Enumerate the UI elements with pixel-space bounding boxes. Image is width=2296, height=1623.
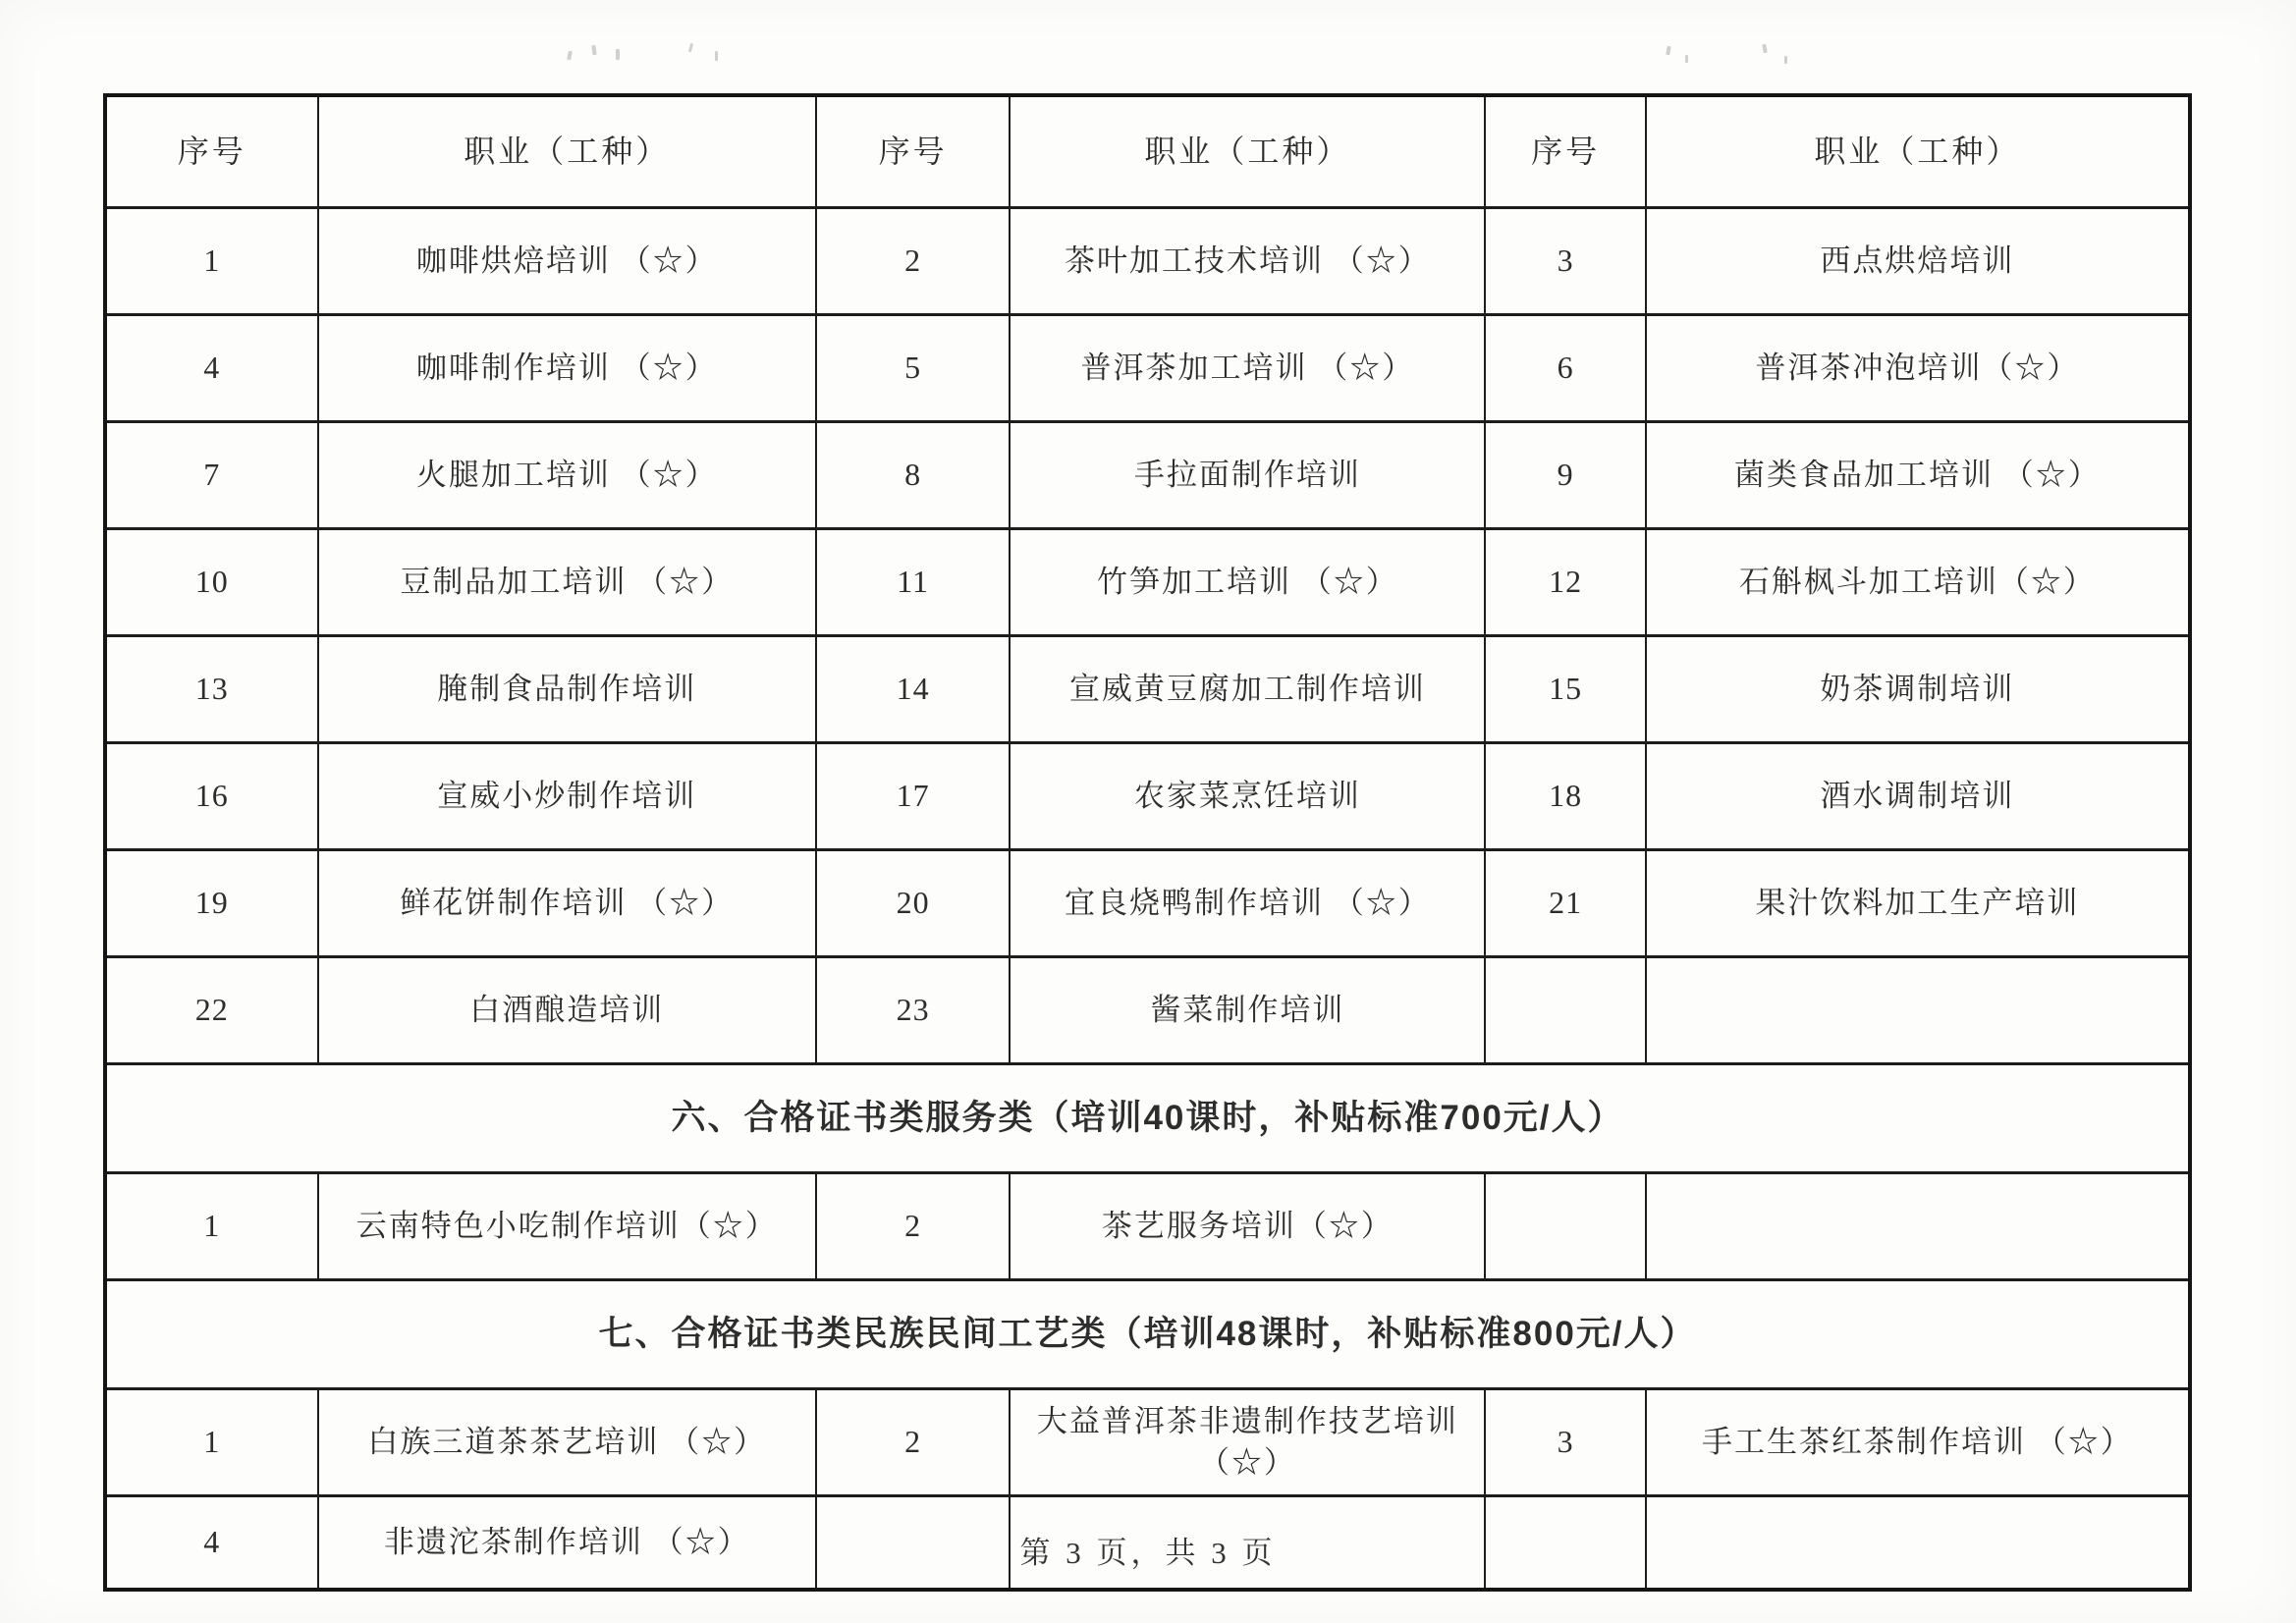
scan-artifact: [616, 49, 620, 60]
table-row: [105, 850, 2190, 957]
seq-cell: 2: [816, 1389, 1010, 1496]
scan-artifact: [715, 51, 718, 61]
occupation-cell: 豆制品加工培训 （☆）: [318, 529, 816, 636]
occupation-cell: [1646, 957, 2190, 1064]
occupation-cell: 酒水调制培训: [1646, 743, 2190, 850]
column-header-seq: 序号: [1485, 95, 1645, 208]
seq-cell: 1: [105, 1389, 318, 1496]
table-row: [105, 208, 2190, 315]
seq-cell: 3: [1485, 208, 1645, 315]
occupation-cell: 白酒酿造培训: [318, 957, 816, 1064]
seq-cell: 16: [105, 743, 318, 850]
seq-cell: 22: [105, 957, 318, 1064]
occupation-cell: 西点烘焙培训: [1646, 208, 2190, 315]
occupation-cell: 白族三道茶茶艺培训 （☆）: [318, 1389, 816, 1496]
seq-cell: 1: [105, 1173, 318, 1280]
seq-cell: 18: [1485, 743, 1645, 850]
occupation-cell: 普洱茶冲泡培训（☆）: [1646, 315, 2190, 422]
seq-cell: 2: [816, 1173, 1010, 1280]
occupation-cell: 宣威小炒制作培训: [318, 743, 816, 850]
page-number-footer: 第 3 页，共 3 页: [1019, 1536, 1277, 1570]
occupation-cell: 宜良烧鸭制作培训 （☆）: [1010, 850, 1485, 957]
seq-cell: 23: [816, 957, 1010, 1064]
table-row: [105, 957, 2190, 1064]
column-header-seq: 序号: [816, 95, 1010, 208]
occupation-cell: 非遗沱茶制作培训 （☆）: [318, 1496, 816, 1591]
scan-artifact: [1666, 46, 1671, 56]
occupation-cell: 石斛枫斗加工培训（☆）: [1646, 529, 2190, 636]
seq-cell: 13: [105, 636, 318, 743]
occupation-cell: [1646, 1173, 2190, 1280]
table-row: [105, 743, 2190, 850]
occupation-cell: 酱菜制作培训: [1010, 957, 1485, 1064]
occupation-cell: 果汁饮料加工生产培训: [1646, 850, 2190, 957]
seq-cell: [1485, 1173, 1645, 1280]
seq-cell: 19: [105, 850, 318, 957]
occupation-cell: 宣威黄豆腐加工制作培训: [1010, 636, 1485, 743]
table-row: [105, 422, 2190, 529]
section-title: 六、合格证书类服务类（培训40课时，补贴标准700元/人）: [105, 1064, 2190, 1173]
scan-artifact: [567, 51, 573, 61]
seq-cell: 1: [105, 208, 318, 315]
scan-artifact: [1784, 56, 1787, 64]
seq-cell: 11: [816, 529, 1010, 636]
section-header-row: [105, 1280, 2190, 1389]
occupation-cell: 奶茶调制培训: [1646, 636, 2190, 743]
occupation-cell: 咖啡烘焙培训 （☆）: [318, 208, 816, 315]
seq-cell: 6: [1485, 315, 1645, 422]
scan-artifact: [591, 45, 596, 55]
seq-cell: 8: [816, 422, 1010, 529]
table-row: [105, 1389, 2190, 1496]
scan-artifact: [1685, 55, 1688, 63]
occupation-cell: 火腿加工培训 （☆）: [318, 422, 816, 529]
seq-cell: 21: [1485, 850, 1645, 957]
occupation-cell: 茶艺服务培训（☆）: [1010, 1173, 1485, 1280]
seq-cell: 9: [1485, 422, 1645, 529]
seq-cell: 7: [105, 422, 318, 529]
seq-cell: [1485, 957, 1645, 1064]
section-header-row: [105, 1064, 2190, 1173]
training-programs-table: [103, 93, 2192, 1592]
occupation-cell: 云南特色小吃制作培训（☆）: [318, 1173, 816, 1280]
scan-artifact: [1762, 44, 1768, 54]
scan-artifact: [688, 43, 693, 52]
table-row: [105, 529, 2190, 636]
seq-cell: 3: [1485, 1389, 1645, 1496]
seq-cell: 14: [816, 636, 1010, 743]
occupation-cell: 农家菜烹饪培训: [1010, 743, 1485, 850]
occupation-cell: 菌类食品加工培训 （☆）: [1646, 422, 2190, 529]
occupation-cell: 腌制食品制作培训: [318, 636, 816, 743]
seq-cell: 2: [816, 208, 1010, 315]
seq-cell: 4: [105, 1496, 318, 1591]
seq-cell: 5: [816, 315, 1010, 422]
occupation-cell: 手拉面制作培训: [1010, 422, 1485, 529]
seq-cell: 15: [1485, 636, 1645, 743]
seq-cell: 20: [816, 850, 1010, 957]
occupation-cell: 大益普洱茶非遗制作技艺培训（☆）: [1010, 1389, 1485, 1496]
table-row: [105, 636, 2190, 743]
column-header-occupation: 职业（工种）: [1010, 95, 1485, 208]
occupation-cell: 茶叶加工技术培训 （☆）: [1010, 208, 1485, 315]
table-row: [105, 1173, 2190, 1280]
table-row: [105, 315, 2190, 422]
seq-cell: 4: [105, 315, 318, 422]
column-header-occupation: 职业（工种）: [1646, 95, 2190, 208]
table-header-row: [105, 95, 2190, 208]
table-body: [105, 95, 2190, 1590]
column-header-occupation: 职业（工种）: [318, 95, 816, 208]
section-title: 七、合格证书类民族民间工艺类（培训48课时，补贴标准800元/人）: [105, 1280, 2190, 1389]
occupation-cell: 手工生茶红茶制作培训 （☆）: [1646, 1389, 2190, 1496]
occupation-cell: 竹笋加工培训 （☆）: [1010, 529, 1485, 636]
seq-cell: 17: [816, 743, 1010, 850]
seq-cell: 12: [1485, 529, 1645, 636]
occupation-cell: 咖啡制作培训 （☆）: [318, 315, 816, 422]
column-header-seq: 序号: [105, 95, 318, 208]
occupation-cell: 普洱茶加工培训 （☆）: [1010, 315, 1485, 422]
occupation-cell: 鲜花饼制作培训 （☆）: [318, 850, 816, 957]
seq-cell: 10: [105, 529, 318, 636]
